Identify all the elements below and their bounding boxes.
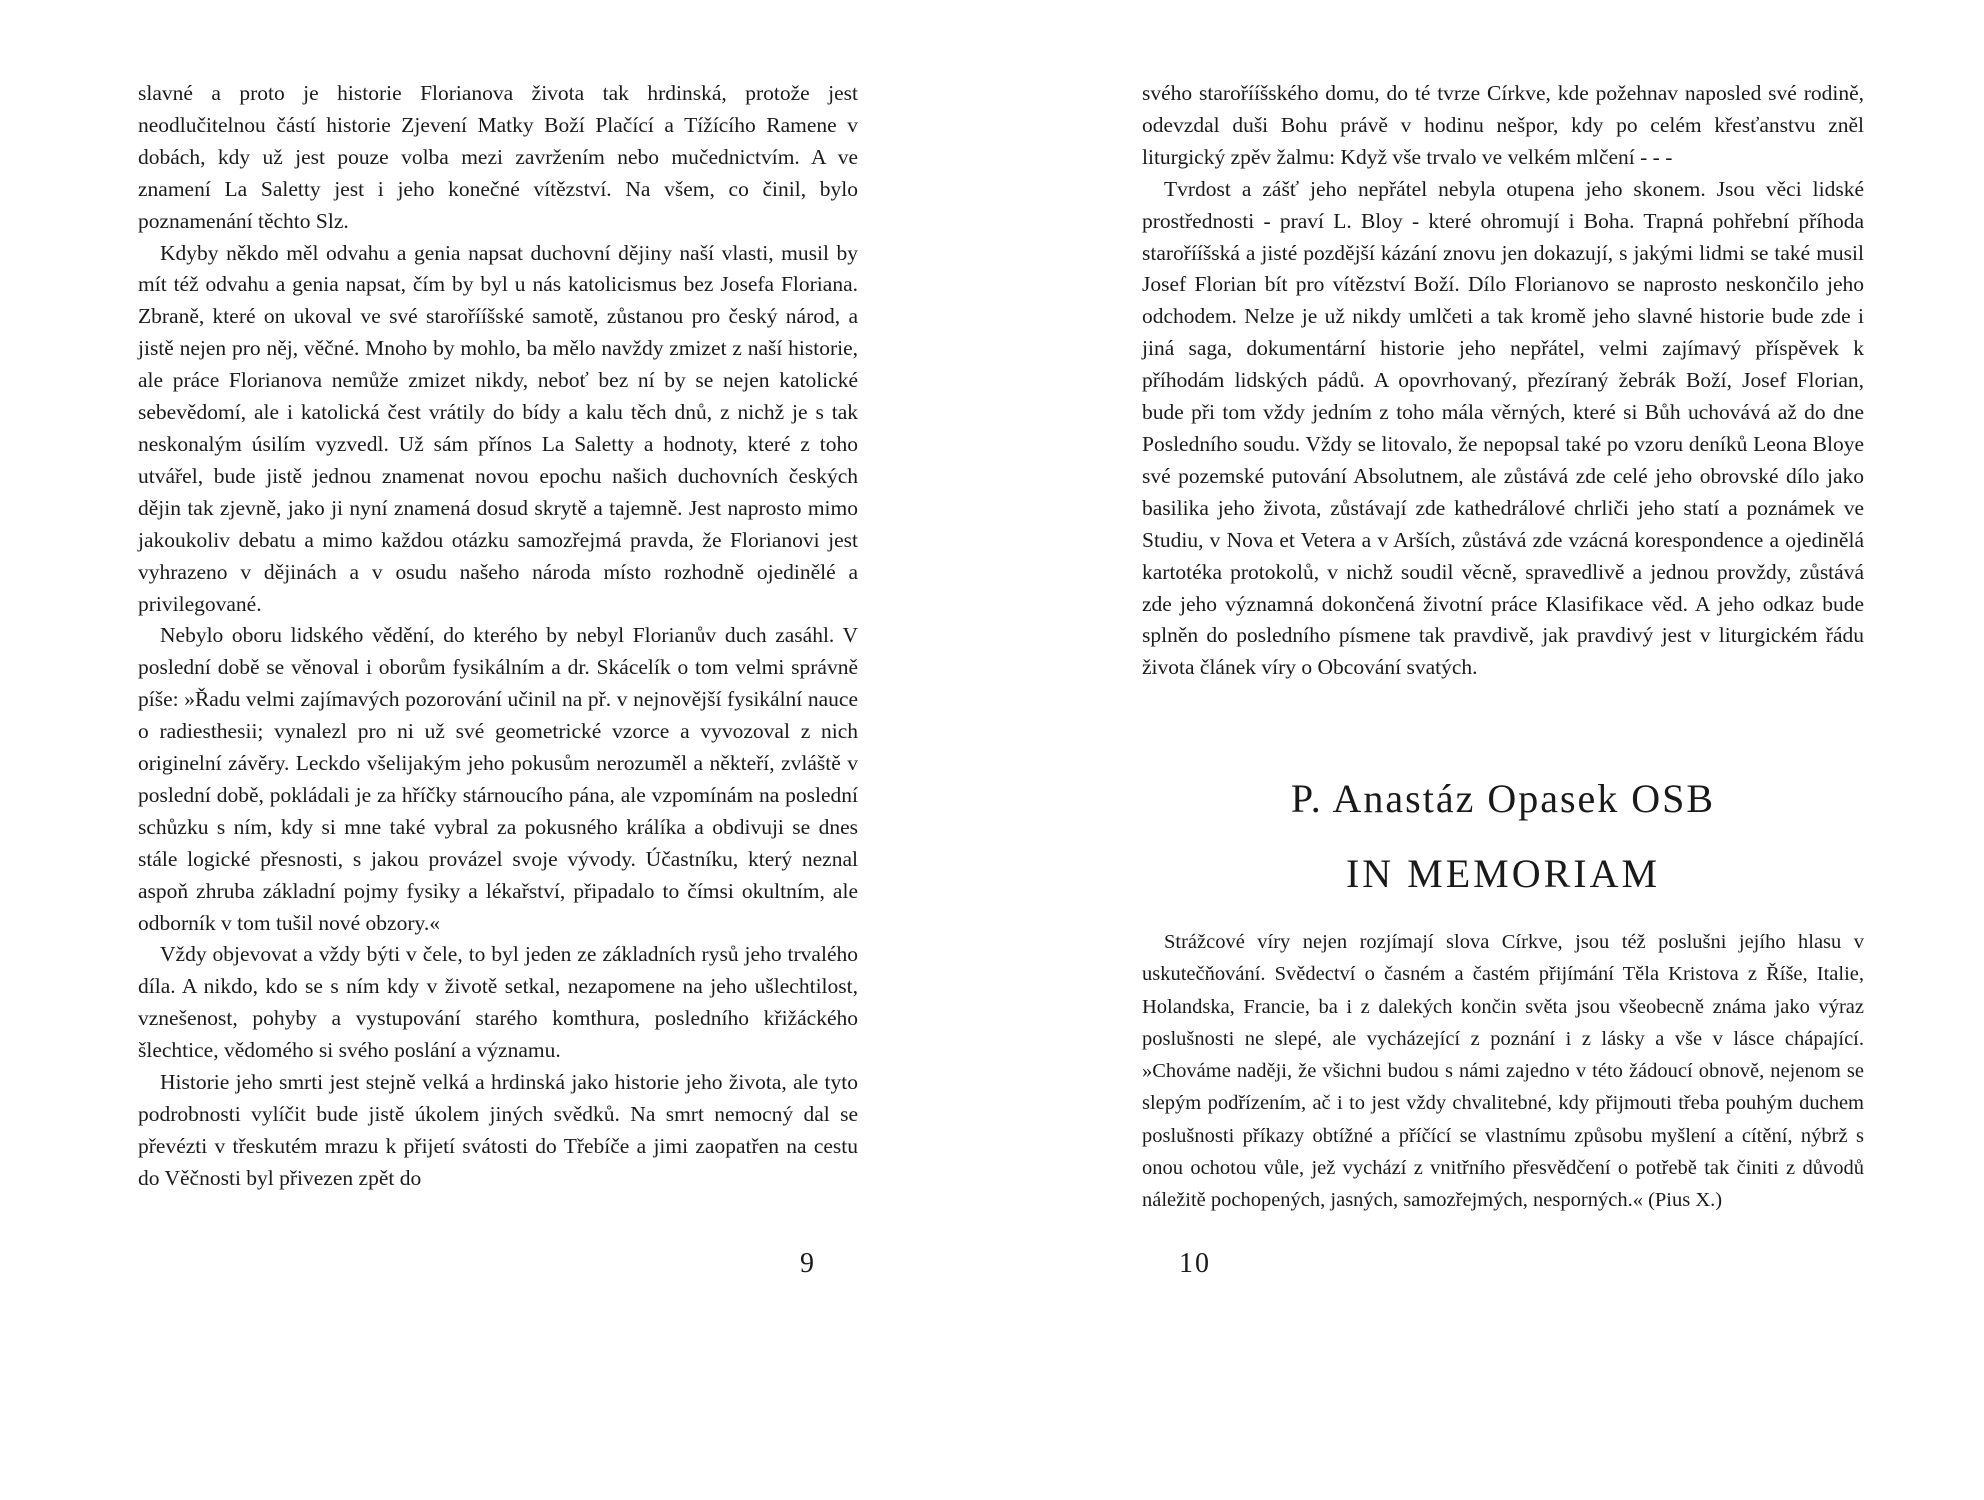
page-number: 9 [800,1248,814,1279]
paragraph: svého starořííšského domu, do té tvrze Církve, kde požehnav naposled své rodině, odevzdal duši Bohu právě v hodinu nešpor, kdy po celém křesťanstvu zněl liturgický zpěv žalmu: Když vše trvalo ve velkém mlčení - - - [1142,81,1864,169]
paragraph: Tvrdost a zášť jeho nepřátel nebyla otupena jeho skonem. Jsou věci lidské prostřednosti - praví L. Bloy - které ohromují i Boha. Trapná pohřební příhoda starořííšská a jisté pozdější kázání znovu jen dokazují, s jakými lidmi se také musil Josef Florian bít pro vítězství Boží. Dílo Florianovo se naprosto neskončilo jeho odchodem. Nelze je už nikdy umlčeti a tak kromě jeho slavné historie bude zde i jiná saga, dokumentární historie jeho nepřátel, velmi zajímavý příspěvek k příhodám lidských pádů. A opovrhovaný, přezíraný žebrák Boží, Josef Florian, bude při tom vždy jedním z toho mála věrných, které si Bůh uchovává až do dne Posledního soudu. Vždy se litovalo, že nepopsal také po vzoru deníků Leona Bloye své pozemské putování Absolutnem, ale zůstává zde celé jeho obrovské dílo jako basilika jeho života, zůstávají zde kathedrálové chrliči jeho statí a poznámek ve Studiu, v Nova et Vetera a v Arších, zůstává zde vzácná korespondence a ojedinělá kartotéka protokolů, v nichž soudil věcně, spravedlivě a jednou provždy, zůstává zde jeho významná dokončená životní práce Klasifikace věd. A jeho odkaz bude splněn do posledního písmene tak pravdivě, jak pravdivý jest v liturgickém řádu života článek víry o Obcování svatých. [1142,176,1864,680]
section-title: IN MEMORIAM [1345,851,1661,896]
paragraph: Nebylo oboru lidského vědění, do kterého by nebyl Florianův duch zasáhl. V poslední době se věnoval i oborům fysikálním a dr. Skácelík o tom velmi správně píše: »Řadu velmi zajímavých pozorování učinil na př. v nejnovější fysikální nauce o radiesthesii; vynalezl pro ni už své geometrické vzorce a vyvozoval z nich originelní závěry. Leckdo všelijakým jeho pokusům nerozuměl a někteří, zvláště v poslední době, pokládali je za hříčky stárnoucího pána, ale vzpomínám na poslední schůzku s ním, kdy si mne také vybral za pokusného králíka a obdivuji se dnes stále logické přesnosti, s jakou provázel svoje vývody. Účastníku, který neznal aspoň zhruba základní pojmy fysiky a lékařství, připadalo to čímsi okultním, ale odborník v tom tušil nové obzory.« [138,623,858,935]
right-page [992,0,1984,1500]
right-text-column [1142,78,1864,684]
right-text-column-2 [1142,926,1864,1217]
page-number: 10 [1179,1248,1211,1279]
paragraph: Vždy objevovat a vždy býti v čele, to byl jeden ze základních rysů jeho trvalého díla. A nikdo, kdo se s ním kdy v životě setkal, nezapomene na jeho ušlechtilost, vznešenost, pohyby a vystupování starého komthura, posledního křižáckého šlechtice, vědomého si svého poslání a významu. [138,942,858,1063]
paragraph: Strážcové víry nejen rozjímají slova Církve, jsou též poslušni jejího hlasu v uskutečňování. Svědectví o časném a častém přijímání Těla Kristova z Říše, Italie, Holandska, Francie, ba i z dalekých končin světa jsou všeobecně známa jako výraz poslušnosti ne slepé, ale vycházející z poznání i z lásky a vše v lásce chápající. »Chováme naději, že všichni budou s námi zajedno v této žádoucí obnově, nejenom se slepým podřízením, ač i to jest vždy chvalitebné, kdy přijmouti třeba pouhým duchem poslušnosti příkazy obtížné a příčící se vlastnímu způsobu myšlení a cítění, nýbrž s onou ochotou vůle, jež vychází z vnitřního přesvědčení o potřebě tak činiti z důvodů náležitě pochopených, jasných, samozřejmých, nesporných.« (Pius X.) [1142,931,1864,1212]
paragraph: slavné a proto je historie Florianova života tak hrdinská, protože jest neodlučitelnou částí historie Zjevení Matky Boží Plačící a Tížícího Ramene v dobách, kdy už jest pouze volba mezi zavržením nebo mučednictvím. A ve znamení La Saletty jest i jeho konečné vítězství. Na všem, co činil, bylo poznamenání těchto Slz. [138,81,858,233]
author-heading: P. Anastáz Opasek OSB [1290,776,1716,821]
paragraph: Kdyby někdo měl odvahu a genia napsat duchovní dějiny naší vlasti, musil by mít též odvahu a genia napsat, čím by byl u nás katolicismus bez Josefa Floriana. Zbraně, které on ukoval ve své starořííšské samotě, zůstanou pro český národ, a jistě nejen pro něj, věčné. Mnoho by mohlo, ba mělo navždy zmizet z naší historie, ale práce Florianova nemůže zmizet nikdy, neboť bez ní by se nejen katolické sebevědomí, ale i katolická čest vrátily do bídy a kalu těch dnů, z nichž je s tak neskonalým úsilím vyzvedl. Už sám přínos La Saletty a hodnoty, které z toho utvářel, bude jistě jednou znamenat novou epochu našich duchovních českých dějin tak zjevně, jako ji nyní znamená dosud skrytě a tajemně. Jest naprosto mimo jakoukoliv debatu a mimo každou otázku samozřejmá pravda, že Florianovi jest vyhrazeno v dějinách a v osudu našeho národa místo rozhodně ojedinělé a privilegované. [138,240,858,616]
left-text-column [138,78,858,1195]
paragraph: Historie jeho smrti jest stejně velká a hrdinská jako historie jeho života, ale tyto podrobnosti vylíčit bude jistě úkolem jiných svědků. Na smrt nemocný dal se převézti v třeskutém mrazu k přijetí svátosti do Třebíče a jimi zaopatřen na cestu do Věčnosti byl přivezen zpět do [138,1070,858,1190]
